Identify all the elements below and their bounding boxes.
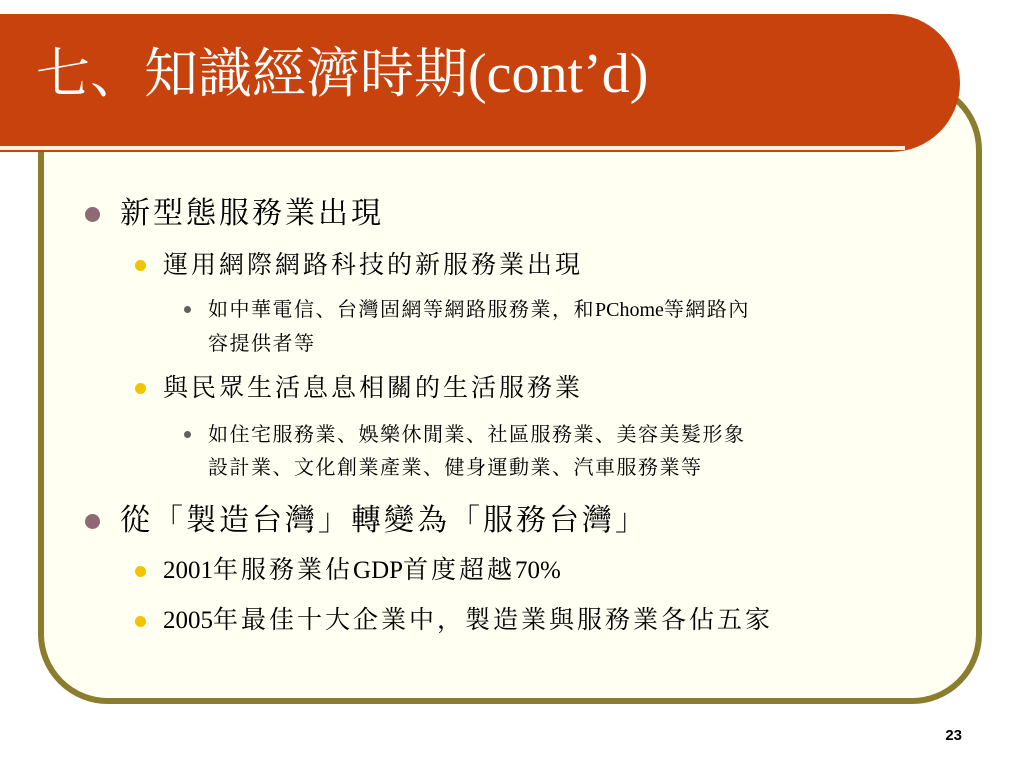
slide-title-text: 七、知識經濟時期 xyxy=(36,42,468,105)
page-number: 23 xyxy=(945,727,962,744)
bullet-top10-2005 xyxy=(163,603,773,638)
bullet-level2-icon xyxy=(135,383,146,394)
bullet-life-service-examples-line1: 如住宅服務業、娛樂休閒業、社區服務業、美容美髮形象 xyxy=(208,422,746,446)
bullet-isp-examples-line2: 容提供者等 xyxy=(208,331,316,355)
bullet-level1-icon xyxy=(85,514,100,529)
bullet-level2-icon xyxy=(135,566,146,577)
bullet-life-service-examples-line2: 設計業、文化創業產業、健身運動業、汽車服務業等 xyxy=(208,455,703,479)
year-2005: 2005 xyxy=(163,607,213,634)
bullet-manufacturing-to-service: 從「製造台灣」轉變為「服務台灣」 xyxy=(120,503,648,538)
year-2001: 2001 xyxy=(163,557,213,584)
bullet-level1-icon xyxy=(85,207,100,222)
gdp-percent: 70% xyxy=(515,557,561,584)
bullet-isp-examples-line1 xyxy=(208,292,750,327)
bullet-new-service-types: 新型態服務業出現 xyxy=(120,196,384,231)
bullet-isp-text-a: 如中華電信、台灣固網等網路服務業，和 xyxy=(208,297,595,321)
bullet-level2-icon xyxy=(135,616,146,627)
gdp-label: GDP xyxy=(353,557,404,584)
slide-title-suffix: (cont’d) xyxy=(468,43,649,105)
bullet-level3-icon xyxy=(184,431,191,438)
gdp-text-b: 首度超越 xyxy=(403,555,516,584)
bullet-gdp-2001 xyxy=(163,553,561,588)
bullet-isp-text-c: 等網路內 xyxy=(663,297,750,321)
gdp-text-a: 年服務業佔 xyxy=(213,555,354,584)
bullet-internet-services: 運用網際網路科技的新服務業出現 xyxy=(163,250,584,279)
bullet-level3-icon xyxy=(184,306,191,313)
top10-text: 年最佳十大企業中，製造業與服務業各佔五家 xyxy=(213,605,774,634)
bullet-isp-text-pchome: PChome xyxy=(595,299,664,321)
bullet-life-services: 與民眾生活息息相關的生活服務業 xyxy=(163,373,584,402)
bullet-level2-icon xyxy=(135,260,146,271)
